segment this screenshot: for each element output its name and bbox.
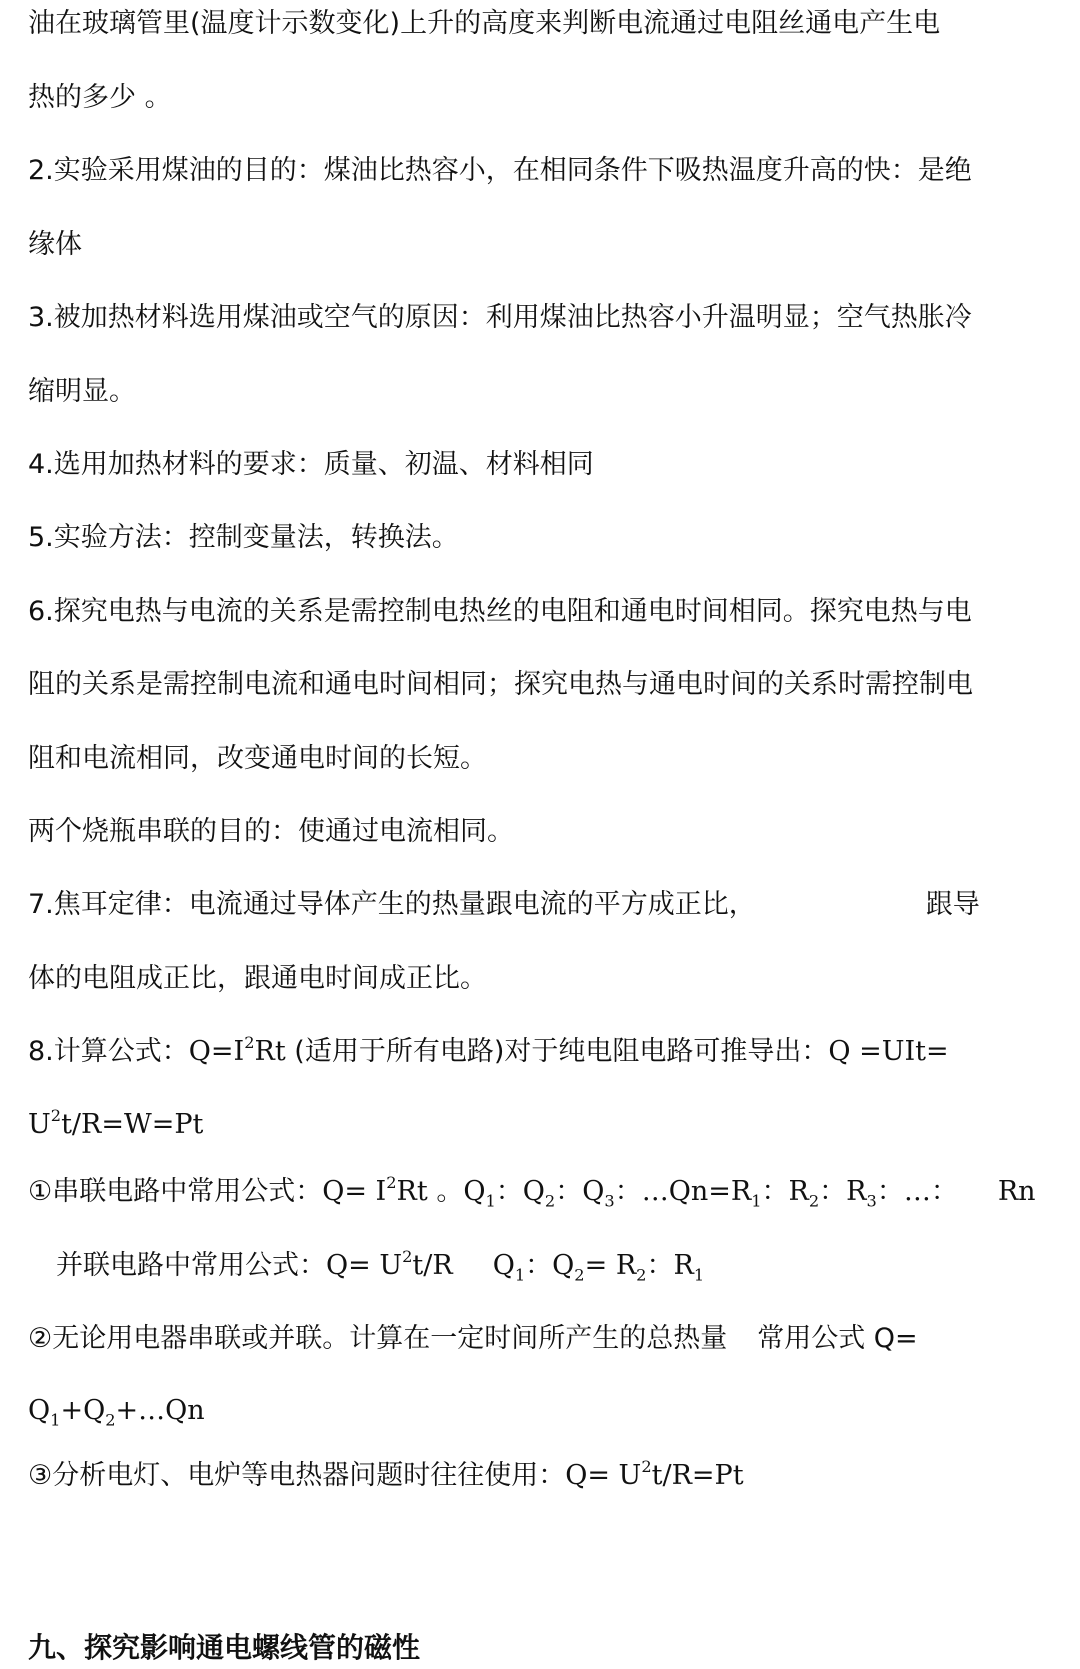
text-line-12: 两个烧瓶串联的目的：使通过电流相同。 [28, 816, 514, 847]
text-line-9: 6.探究电热与电流的关系是需控制电热丝的电阻和通电时间相同。探究电热与电 [28, 596, 972, 627]
text-line-7: 4.选用加热材料的要求：质量、初温、材料相同 [28, 449, 594, 480]
lamp-formula: $Q= U^2t/R=Pt$ [565, 1457, 744, 1491]
text-line-5: 3.被加热材料选用煤油或空气的原因：利用煤油比热容小升温明显；空气热胀冷 [28, 302, 972, 333]
text-line-6: 缩明显。 [28, 376, 136, 407]
joule-law-line-1 [28, 887, 980, 923]
text-line-3: 2.实验采用煤油的目的：煤油比热容小，在相同条件下吸热温度升高的快：是绝 [28, 155, 972, 186]
series-label: ①串联电路中常用公式： [28, 1176, 323, 1207]
total-heat-common: 常用公式 Q= [757, 1323, 918, 1354]
text-line-11: 阻和电流相同，改变通电时间的长短。 [28, 743, 487, 774]
text-line-10: 阻的关系是需控制电流和通电时间相同；探究电热与通电时间的关系时需控制电 [28, 669, 973, 700]
series-formula: $Q= I^2Rt$ [322, 1173, 428, 1207]
series-formula-line: ①串联电路中常用公式：$Q= I^2Rt$ 。$Q_1$：$Q_2$：$Q_3$：$\dots Qn=R_1$：$R_2$：$R_3$：…： Rn [28, 1173, 1036, 1211]
total-heat-text: ②无论用电器串联或并联。计算在一定时间所产生的总热量 [28, 1323, 728, 1354]
formula-prefix: 8.计算公式： [28, 1036, 189, 1067]
joule-law-line-2: 体的电阻成正比，跟通电时间成正比。 [28, 963, 487, 994]
lamp-formula-line [28, 1458, 744, 1494]
parallel-label: 并联电路中常用公式： [56, 1250, 326, 1281]
formula-q-uit: Q =UIt= [828, 1036, 949, 1067]
text-line-8: 5.实验方法：控制变量法，转换法。 [28, 522, 459, 553]
total-heat-line-1 [28, 1321, 918, 1357]
text-line-2: 热的多少 。 [28, 82, 172, 113]
series-ratio: $Q_1$：$Q_2$：$Q_3$：$\dots Qn=R_1$：$R_2$：$R_3$：…： Rn [463, 1176, 1036, 1211]
formula-line-2: $U^2t/R=W=Pt$ [28, 1106, 204, 1140]
lamp-text: ③分析电灯、电炉等电热器问题时往往使用： [28, 1460, 566, 1491]
formula-q-i2rt: $Q=I^2Rt$ [188, 1033, 286, 1067]
formula-applicability: (适用于所有电路)对于纯电阻电路可推导出： [285, 1036, 829, 1067]
formula-line-1 [28, 1034, 949, 1070]
joule-law-continuation: 跟导 [925, 889, 980, 920]
parallel-ratio: $Q_1$：$Q_2= R_2$：$R_1$ [492, 1250, 705, 1285]
joule-law-text: 7.焦耳定律：电流通过导体产生的热量跟电流的平方成正比， [28, 889, 756, 920]
parallel-formula-line [56, 1248, 704, 1284]
text-line-4: 缘体 [28, 229, 82, 260]
text-line-1: 油在玻璃管里(温度计示数变化)上升的高度来判断电流通过电阻丝通电产生电 [28, 8, 941, 39]
total-heat-line-2: $Q_1+Q_2+\dots Qn$ [28, 1395, 205, 1430]
section-heading: 九、探究影响通电螺线管的磁性 [28, 1631, 421, 1664]
parallel-formula: $Q= U^2t/R$ [326, 1247, 453, 1281]
